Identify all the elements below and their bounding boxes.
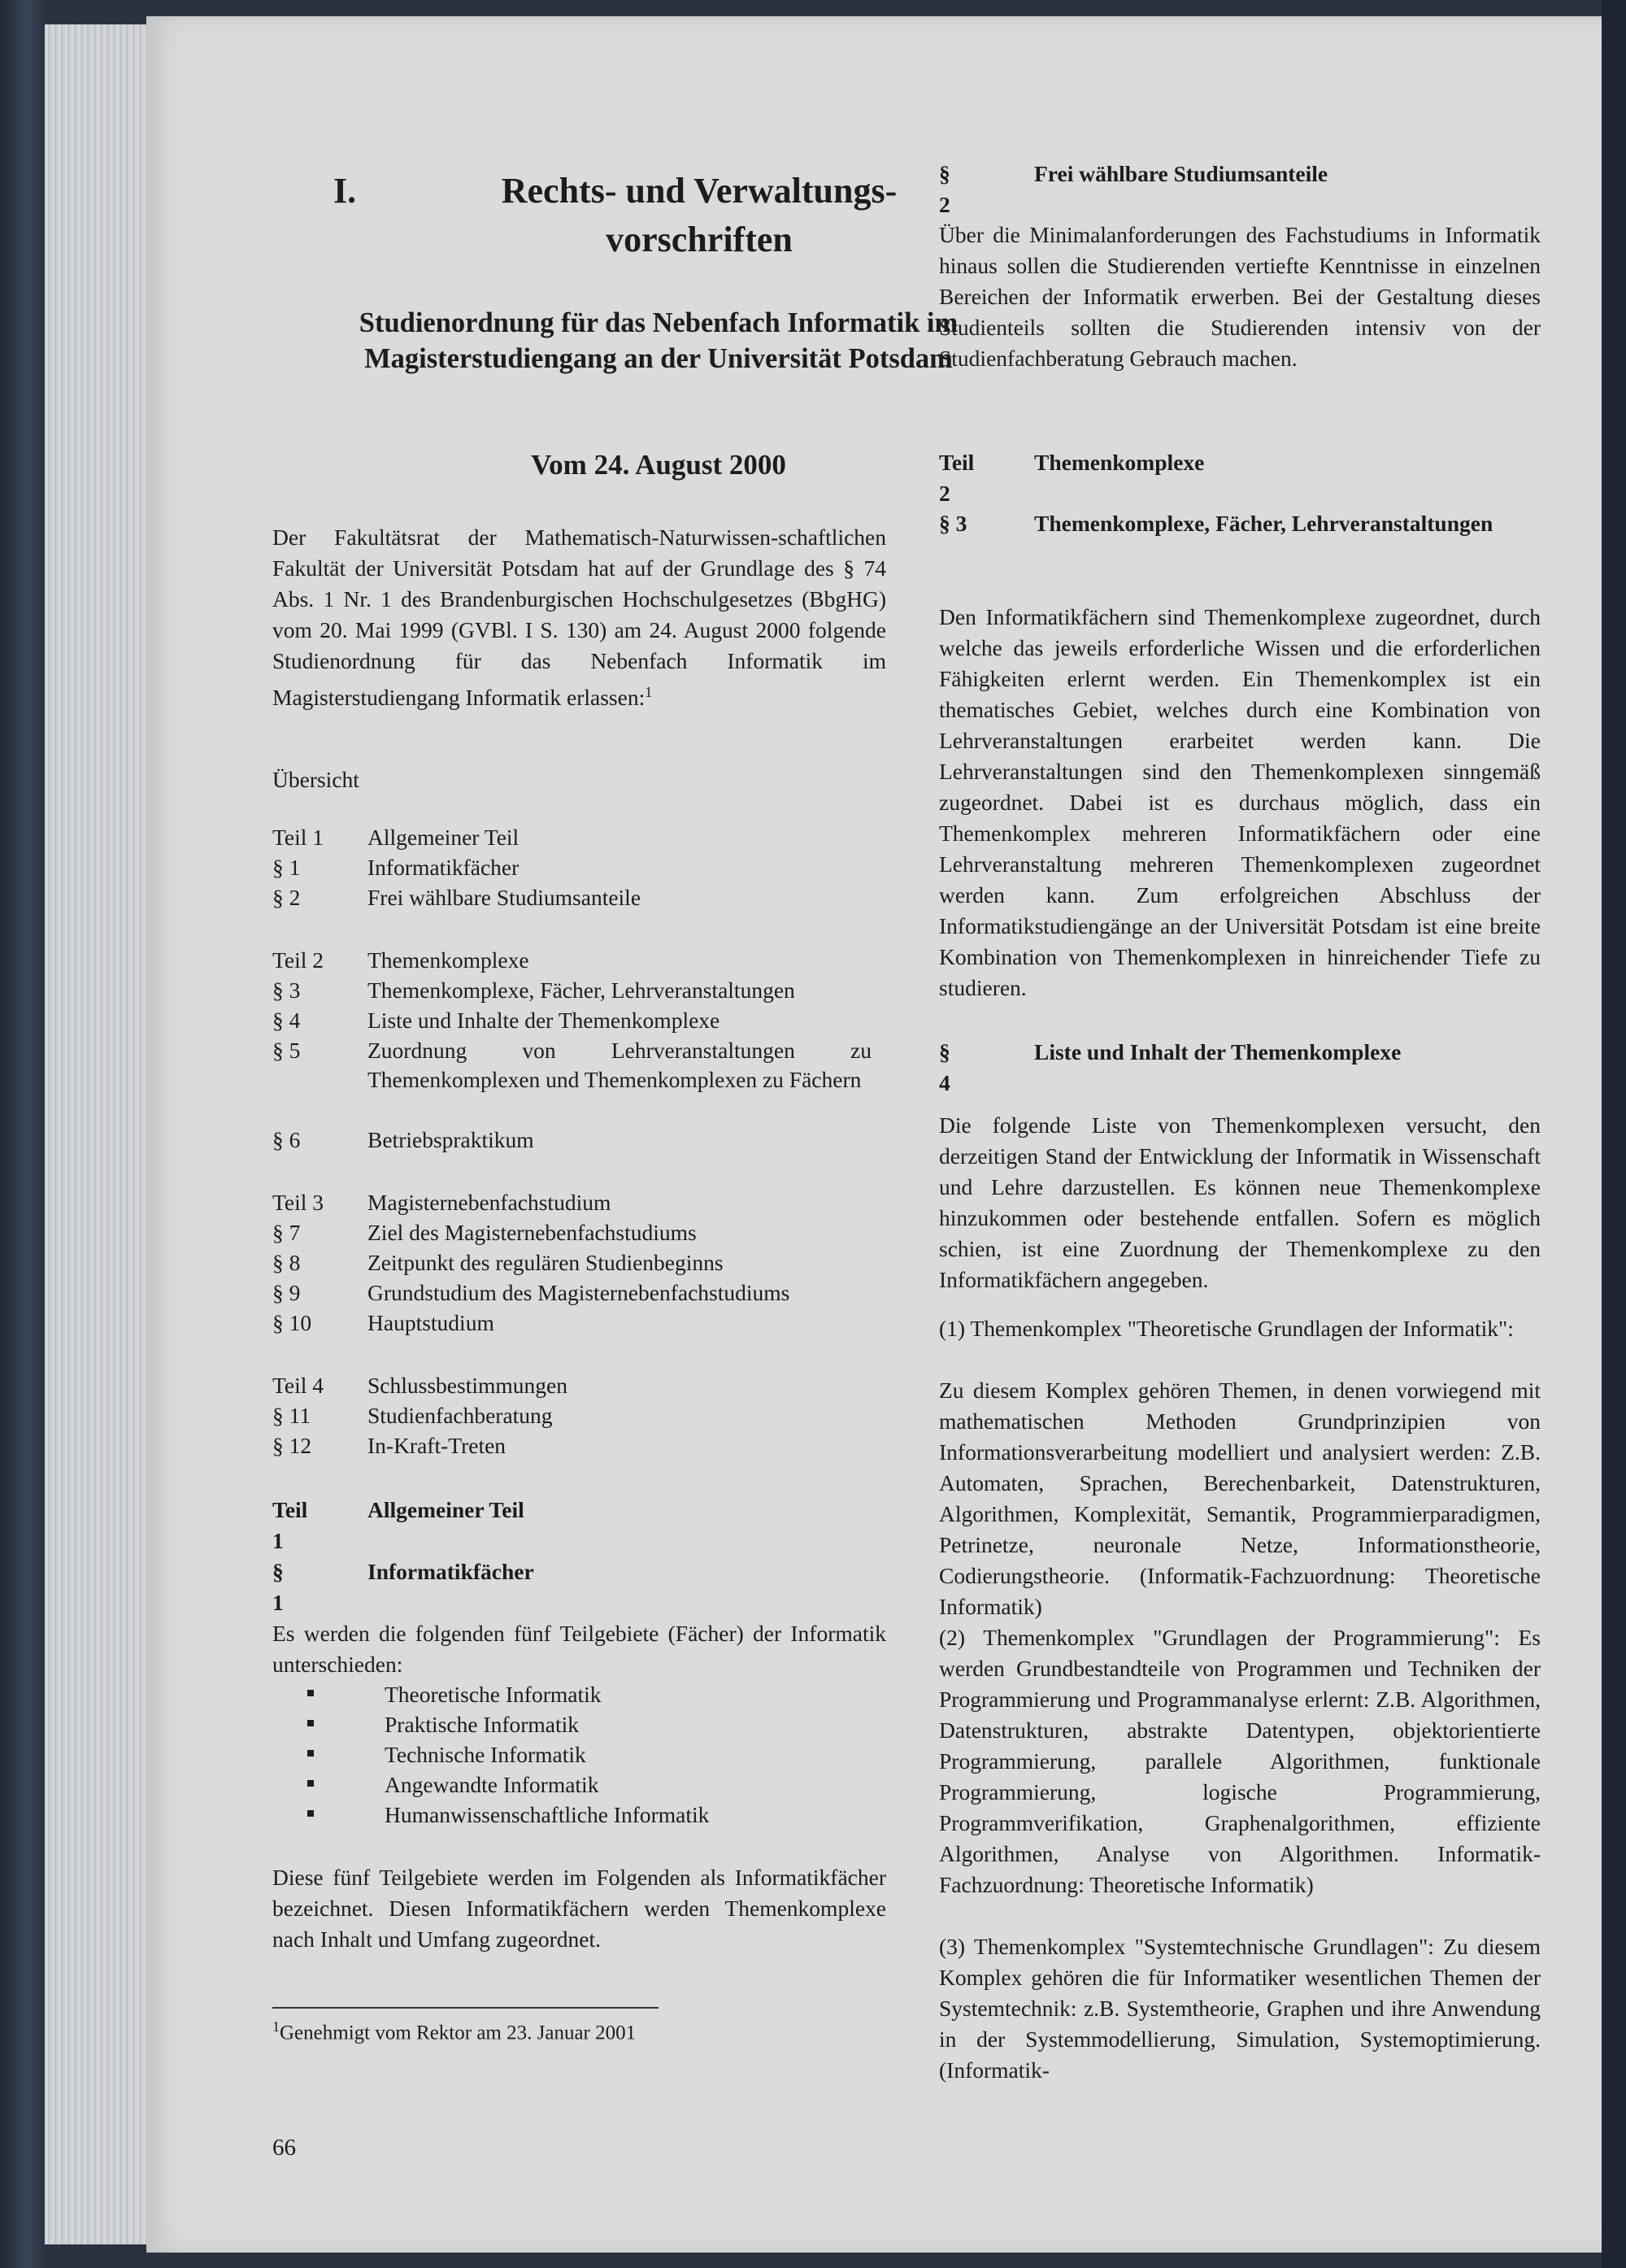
section3-number: § 3 xyxy=(939,511,967,536)
toc-title: Studienfachberatung xyxy=(367,1403,553,1428)
toc-title: In-Kraft-Treten xyxy=(367,1433,506,1458)
section3-text: Den Informatikfächern sind Themenkomplexe zugeordnet, durch welche das jeweils erforderliche Wissen und die erforderlichen Fähigkeiten erlernt werden. Ein Themenkomplex ist ein thematisches Gebiet, welches durch eine Kombination von Lehrveranstaltungen erarbeitet werden kann. Die Lehrveranstaltungen sind den Themenkomplexen sinngemäß zugeordnet. Dabei ist es durchaus möglich, dass ein Themenkomplex mehreren Informatikfächern oder eine Lehrveranstaltung mehreren Themenkomplexen zugeordnet werden kann. Zum erfolgreichen Abschluss der Informatikstudiengänge an der Universität Potsdam ist eine breite Kombination von Themenkomplexen in hinreichender Tiefe zu studieren. xyxy=(939,604,1541,1000)
toc-title: Allgemeiner Teil xyxy=(367,825,520,850)
toc-title: Ziel des Magisternebenfachstudiums xyxy=(367,1220,697,1245)
list-item-text: Theoretische Informatik xyxy=(385,1682,602,1707)
toc-number: § 12 xyxy=(272,1433,312,1458)
footnote xyxy=(272,2013,636,2047)
bullet-icon xyxy=(307,1810,314,1817)
complex3-text: (3) Themenkomplex "Systemtechnische Grundlagen": Zu diesem Komplex gehören die für Informatiker wesentlichen Themen der Systemtechnik: z.B. Systemtheorie, Graphen und ihre Anwendung in der Systemmodellierung, Simulation, Systemoptimierung. (Informatik- xyxy=(939,1934,1541,2083)
section4-text: Die folgende Liste von Themenkomplexen versucht, den derzeitigen Stand der Entwicklung der Informatik in Wissenschaft und Lehre darzustellen. Es können neue Themenkomplexe hinzukommen oder bestehende entfallen. Sofern es möglich schien, ist eine Zuordnung der Themenkomplexe zu den Informatikfächern angegeben. xyxy=(939,1112,1541,1292)
list-item-text: Humanwissenschaftliche Informatik xyxy=(385,1802,710,1827)
bullet-icon xyxy=(307,1720,314,1726)
book-binding-left xyxy=(0,0,45,2268)
section1-outro: Diese fünf Teilgebiete werden im Folgenden als Informatikfächer bezeichnet. Diesen Informatikfächern werden Themenkomplexe nach Inhalt und Umfang zugeordnet. xyxy=(272,1865,886,1952)
toc-number: § 10 xyxy=(272,1310,312,1335)
chapter-title xyxy=(333,167,984,264)
section2-title: Frei wählbare Studiumsanteile xyxy=(1034,161,1328,186)
part2-number: Teil 2 xyxy=(939,450,975,506)
bullet-icon xyxy=(307,1750,314,1757)
bullet-icon xyxy=(307,1780,314,1787)
toc-title: Zeitpunkt des regulären Studienbeginns xyxy=(367,1250,724,1275)
complex2-text: (2) Themenkomplex "Grundlagen der Programmierung": Es werden Grundbestandteile von Programmen und Techniken der Programmierung und Programmanalyse erlernt: Z.B. Algorithmen, Datenstrukturen, abstrakte Datentypen, objektorientierte Programmierung, parallele Algorithmen, funktionale Programmierung, logische Programmierung, Programmverifikation, Graphenalgorithmen, effiziente Algorithmen, Analyse von Algorithmen. Informatik-Fachzuordnung: Theoretische Informatik) xyxy=(939,1625,1541,1897)
chapter-title-text: Rechts- und Verwaltungs-vorschriften xyxy=(501,171,898,259)
toc-title: Hauptstudium xyxy=(367,1310,494,1335)
toc-number: § 3 xyxy=(272,977,301,1003)
part1-number: Teil 1 xyxy=(272,1497,308,1553)
regulation-date: Vom 24. August 2000 xyxy=(531,449,786,481)
toc-number: § 11 xyxy=(272,1403,311,1428)
toc-title: Themenkomplexe xyxy=(367,947,529,973)
toc-title: Zuordnung von Lehrveranstaltungen zu Themenkomplexen und Themenkomplexen zu Fächern xyxy=(367,1038,872,1092)
overview-label: Übersicht xyxy=(272,767,359,792)
footnote-ref: 1 xyxy=(645,684,653,700)
complex1-heading: (1) Themenkomplex "Theoretische Grundlagen der Informatik": xyxy=(939,1316,1514,1341)
section1-title: Informatikfächer xyxy=(367,1559,534,1584)
page-number: 66 xyxy=(272,2135,296,2161)
complex1-text: Zu diesem Komplex gehören Themen, in denen vorwiegend mit mathematischen Methoden Grundprinzipien von Informationsverarbeitung modelliert und analysiert werden: Z.B. Automaten, Sprachen, Berechenbarkeit, Datenstrukturen, Algorithmen, Komplexität, Semantik, Programmierparadigmen, Petrinetze, neuronale Netze, Informationstheorie, Codierungstheorie. (Informatik-Fachzuordnung: Theoretische Informatik) xyxy=(939,1378,1541,1619)
toc-number: § 7 xyxy=(272,1220,301,1245)
section2-number: § 2 xyxy=(939,161,950,217)
toc-number: § 1 xyxy=(272,855,301,880)
toc-title: Betriebspraktikum xyxy=(367,1127,534,1152)
section3-title: Themenkomplexe, Fächer, Lehrveranstaltungen xyxy=(1034,511,1493,536)
section1-number: § 1 xyxy=(272,1559,284,1615)
list-item-text: Praktische Informatik xyxy=(385,1712,580,1737)
bullet-icon xyxy=(307,1690,314,1696)
intro-paragraph xyxy=(272,522,886,713)
list-item-text: Angewandte Informatik xyxy=(385,1772,599,1797)
toc-number: Teil 1 xyxy=(272,825,324,850)
toc-number: § 9 xyxy=(272,1280,301,1305)
toc-title: Grundstudium des Magisternebenfachstudiums xyxy=(367,1280,790,1305)
toc-number: Teil 4 xyxy=(272,1373,324,1398)
toc-number: § 5 xyxy=(272,1038,301,1063)
toc-number: § 4 xyxy=(272,1008,301,1033)
toc-number: Teil 2 xyxy=(272,947,324,973)
toc-number: § 6 xyxy=(272,1127,301,1152)
document-page xyxy=(146,16,1610,2253)
toc-title: Informatikfächer xyxy=(367,855,520,880)
toc-title: Themenkomplexe, Fächer, Lehrveranstaltungen xyxy=(367,977,795,1003)
list-item-text: Technische Informatik xyxy=(385,1742,586,1767)
book-binding-right xyxy=(1602,0,1626,2268)
toc-number: § 8 xyxy=(272,1250,301,1275)
footnote-text: Genehmigt vom Rektor am 23. Januar 2001 xyxy=(280,2022,637,2044)
footnote-marker: 1 xyxy=(272,2018,280,2035)
toc-title: Magisternebenfachstudium xyxy=(367,1190,611,1215)
toc-number: Teil 3 xyxy=(272,1190,324,1215)
section4-number: § 4 xyxy=(939,1039,950,1095)
toc-title: Schlussbestimmungen xyxy=(367,1373,567,1398)
toc-title: Frei wählbare Studiumsanteile xyxy=(367,885,641,910)
footnote-divider xyxy=(272,2007,659,2009)
chapter-number: I. xyxy=(333,171,357,211)
part1-title: Allgemeiner Teil xyxy=(367,1497,524,1522)
toc-title: Liste und Inhalte der Themenkomplexe xyxy=(367,1008,720,1033)
section4-title: Liste und Inhalt der Themenkomplexe xyxy=(1034,1039,1402,1064)
page-edges xyxy=(45,24,163,2244)
section1-intro: Es werden die folgenden fünf Teilgebiete (Fächer) der Informatik unterschieden: xyxy=(272,1621,886,1677)
regulation-title: Studienordnung für das Nebenfach Informatik im Magisterstudiengang an der Universität Potsdam xyxy=(359,307,959,374)
part2-title: Themenkomplexe xyxy=(1034,450,1205,475)
section2-text: Über die Minimalanforderungen des Fachstudiums in Informatik hinaus sollen die Studierenden vertiefte Kenntnisse in einzelnen Bereichen der Informatik erwerben. Bei der Gestaltung dieses Studienteils sollten die Studierenden intensiv von der Studienfachberatung Gebrauch machen. xyxy=(939,222,1541,371)
intro-text: Der Fakultätsrat der Mathematisch-Naturwissen-schaftlichen Fakultät der Universität Potsdam hat auf der Grundlage des § 74 Abs. 1 Nr. 1 des Brandenburgischen Hochschulgesetzes (BbgHG) vom 20. Mai 1999 (GVBl. I S. 130) am 24. August 2000 folgende Studienordnung für das Nebenfach Informatik im Magisterstudiengang Informatik erlassen: xyxy=(272,525,886,711)
toc-number: § 2 xyxy=(272,885,301,910)
